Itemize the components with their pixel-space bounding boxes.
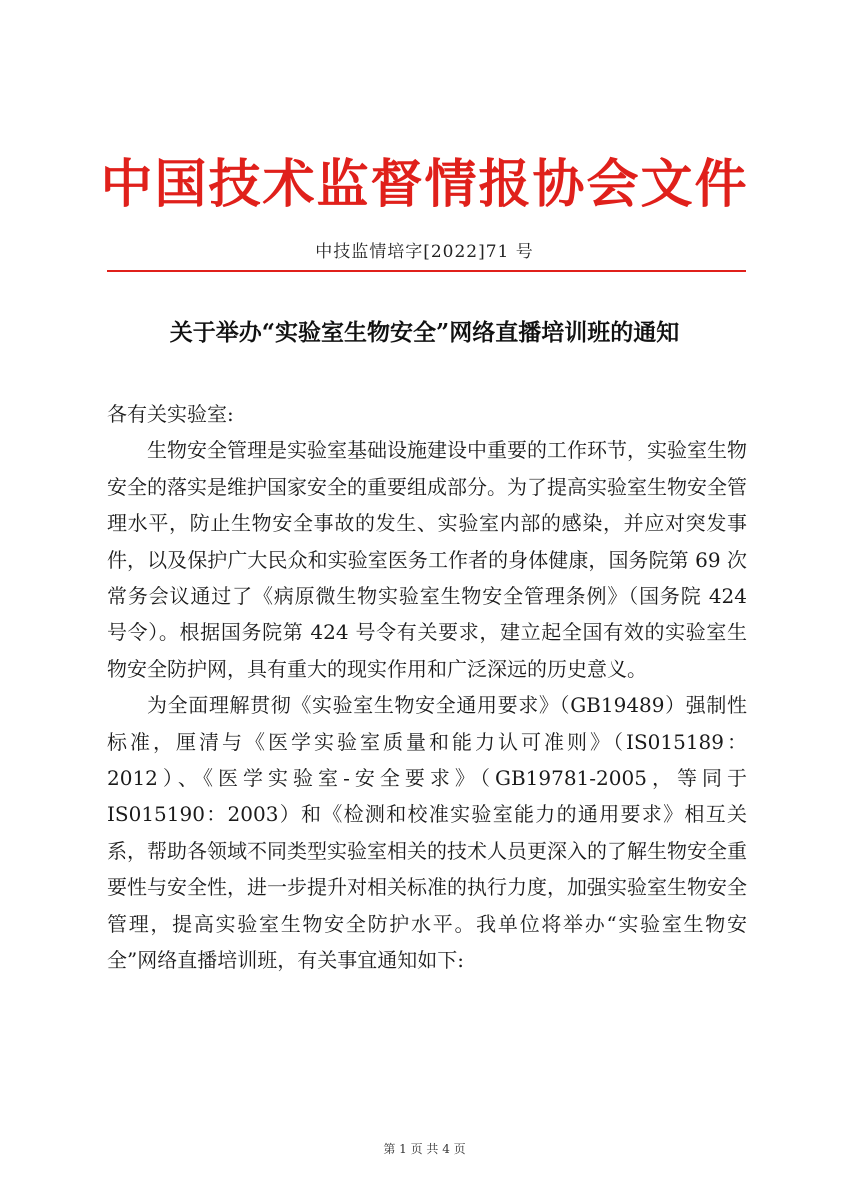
issuing-org-title: 中国技术监督情报协会文件 (100, 154, 749, 215)
notice-title: 关于举办“实验室生物安全”网络直播培训班的通知 (169, 319, 680, 346)
salutation: 各有关实验室: (107, 402, 234, 426)
body-paragraph-2: 为全面理解贯彻《实验室生物安全通用要求》（GB19489）强制性标准，厘清与《医学实验室质量和能力认可准则》（IS015189：2012）、《医学实验室-安全要求》（GB19781-2005，等同于 IS015190：2003）和《检测和校准实验室能力的通用要求》相互关系，帮助各领域不同类型实验室相关的技术人员更深入的了解生物安全重要性与安全性，进一步提升对相关标准的执行力度，加强实验室生物安全管理，提高实验室生物安全防护水平。我单位将举办“实验室生物安全”网络直播培训班，有关事宜通知如下: (107, 693, 747, 973)
page-number-footer: 第 1 页 共 4 页 (383, 1142, 466, 1156)
body-paragraph-1: 生物安全管理是实验室基础设施建设中重要的工作环节，实验室生物安全的落实是维护国家安全的重要组成部分。为了提高实验室生物安全管理水平，防止生物安全事故的发生、实验室内部的感染，并应对突发事件，以及保护广大民众和实验室医务工作者的身体健康，国务院第 69 次常务会议通过了《病原微生物实验室生物安全管理条例》（国务院 424 号令）。根据国务院第 424 号令有关要求，建立起全国有效的实验室生物安全防护网，具有重大的现实作用和广泛深远的历史意义。 (107, 438, 747, 681)
document-number: 中技监情培字[2022]71 号 (315, 242, 534, 262)
notice-body (107, 396, 747, 979)
red-divider-line (107, 270, 746, 272)
